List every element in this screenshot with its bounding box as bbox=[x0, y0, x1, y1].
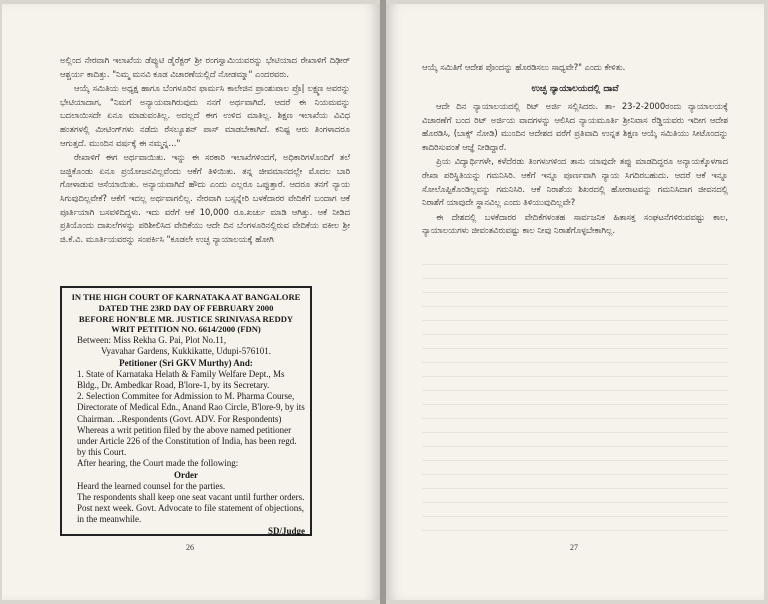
order-heading: Order bbox=[174, 469, 198, 480]
left-page-body bbox=[60, 54, 350, 247]
signature: SD/Judge bbox=[267, 525, 305, 536]
order-line-2: The respondents shall keep one seat vacant until further orders. bbox=[77, 492, 305, 503]
court-judge: BEFORE HON'BLE MR. JUSTICE SRINIVASA REDDY bbox=[78, 313, 294, 324]
show-through-lines bbox=[422, 264, 728, 534]
left-paragraph-3: ರೇಖಾಳಿಗೆ ಈಗ ಅರ್ಥವಾಯಿತು. ಇನ್ನು ಈ ಸರಕಾರಿ ಇಲಾಖೆಗಳಿಂದಗೆ, ಅಧಿಕಾರಿಗಳೊಂದಿಗೆ ತಲೆ ಜಜ್ಜಿಕೊಂಡು ಏನೂ ಪ್ರಯೋಜನವಿಲ್ಲವೆಂದು ಆಕೆಗೆ ತಿಳಿಯಿತು. ತನ್ನ ಜೀವಮಾನದಲ್ಲೇ ಮೊದಲ ಬಾರಿ ಗೋಳಾಡುವ ಆಸೆಯಾಯಿತು. ಅನ್ಯಾಯವಾಗಿದೆ ಹೌದು ಎಂದು ಎಲ್ಲರೂ ಒಪ್ಪುತ್ತಾರೆ. ಆದರೂ ತನಗೆ ನ್ಯಾಯ ಸಿಗುವುದಿಲ್ಲವೇಕೆ? ಆಕೆಗೆ ಇದಲ್ಲ ಅರ್ಥವಾಗಲಿಲ್ಲ. ನೇರವಾಗಿ ಬಸ್ಸನ್ನೇರಿ ಬಳಕೆದಾರರ ವೇದಿಕೆಗೆ ಬಂದಾಗ ಆಕೆ ಪೂರ್ತಿಯಾಗಿ ಬಸವಳಿದಿದ್ದಳು. ಇದು ವರೆಗೆ ಆಕೆ 10,000 ರೂ.ಖರ್ಚು ಮಾಡಿ ಆಗಿತ್ತು. ಆಕೆ ನೀಡಿದ ಪ್ರತಿಯೊಂದು ದಾಖಲೆಗಳನ್ನು ಪರಿಶೀಲಿಸಿದ ವೇದಿಕೆಯು ಆದೇ ದಿನ ಬೆಂಗಳೂರಿನಲ್ಲಿರುವ ವೇದಿಕೆಯ ವಕೀಲ ಶ್ರೀ ಜಿ.ಕೆ.ವಿ. ಮೂರ್ತಿಯವರನ್ನು ಸಂಪರ್ಕಿಸಿ "ಕೂಡಲೇ ಉಚ್ಛ ನ್ಯಾಯಾಲಯಕ್ಕೆ ಹೋಗಿ bbox=[60, 152, 350, 244]
right-page-body bbox=[422, 100, 728, 239]
left-paragraph-2: ಆಯ್ಕೆ ಸಮಿತಿಯ ಅಧ್ಯಕ್ಷ ಹಾಗೂ ಬೆಂಗಳೂರಿನ ಫಾರ್ಮಸಿ ಕಾಲೇಜಿನ ಪ್ರಾಂಶುಪಾಲ ಪ್ರೊ| ಲಕ್ಷ್ಮಣ ಅವರನ್ನು ಭೇಟಿಯಾದಾಗ, "ನಿಮಗೆ ಅನ್ಯಾಯವಾಗಿರುವುದು ನನಗೆ ಅರ್ಥವಾಗಿದೆ. ಆದರೆ ಈ ನಿಯಮವನ್ನು ಬದಲಾಯಿಸದೇ ಏನೂ ಮಾಡುವಂತಿಲ್ಲ. ಅದಲ್ಲದೆ ಈಗ ಉಳಿದ ಮಾತಿಲ್ಲ. ಶಿಕ್ಷಣ ಇಲಾಖೆಯ ವಿವಿಧ ಹಂತಗಳಲ್ಲಿ ಮೀಟಿಂಗ್‌ಗಳು ನಡೆದು ರೆಸಲ್ಯೂಶನ್ ಪಾಸ್ ಮಾಡಬೇಕಾಗಿದೆ. ಕನಿಷ್ಟ ಆರು ತಿಂಗಳಾದರೂ ಆಗುತ್ತದೆ. ಮುಂದಿನ ವರ್ಷಕ್ಕೆ ಈ ನಮ್ಮನ್ನ..." bbox=[60, 83, 350, 148]
left-paragraph-1: ಅಲ್ಲಿಂದ ನೇರವಾಗಿ ಇಲಾಖೆಯ ಡೆಪ್ಯುಟಿ ಡೈರೆಕ್ಟರ್ ಶ್ರೀ ರಂಗಸ್ವಾಮಿಯವರನ್ನು ಭೇಟಿಯಾದ ರೇಖಾಳಿಗೆ ದಿಢೀರ್ ಆಶ್ಚರ್ಯ ಕಾದಿತ್ತು. "ನಿಮ್ಮ ಮನವಿ ಕೂಡ ವಿಚಾರಣೆಯಲ್ಲಿದೆ ನೋಡಮ್ಮಾ" ಎಂದರವರು. bbox=[60, 55, 350, 79]
respondent-2: 2. Selection Commitee for Admission to M. Pharma Course, Directorate of Medical Edn., Anand Rao Circle, B'lore-9, by its Chairman. ..Respondents (Govt. ADV. For Respondents) bbox=[77, 391, 305, 424]
whereas-paragraph: Whereas a writ petition filed by the above named petitioner under Article 226 of the Constitution of India, has been regd. by this Court. bbox=[77, 424, 297, 458]
between-line-1: Between: Miss Rekha G. Pai, Plot No.11, bbox=[77, 335, 227, 346]
page-number-right: 27 bbox=[570, 543, 578, 552]
order-line-3: Post next week. Govt. Advocate to file statement of objections, in the meanwhile. bbox=[77, 503, 304, 525]
between-line-2: Vyavahar Gardens, Kukkikatte, Udupi-576101. bbox=[101, 346, 271, 357]
petitioner-line: Petitioner (Sri GKV Murthy) And: bbox=[119, 357, 253, 368]
after-hearing-line: After hearing, the Court made the following: bbox=[77, 458, 239, 469]
court-date: DATED THE 23RD DAY OF FEBRUARY 2000 bbox=[98, 302, 274, 313]
respondent-1: 1. State of Karnataka Helath & Family Welfare Dept., Ms Bldg., Dr. Ambedkar Road, B'lore-1, by its Secretary. bbox=[77, 368, 285, 390]
court-order-box bbox=[60, 286, 312, 536]
right-page bbox=[386, 4, 764, 600]
section-heading: ಉಚ್ಛ ನ್ಯಾಯಾಲಯದಲ್ಲಿ ದಾವೆ bbox=[531, 84, 619, 94]
right-paragraph-3: ಈ ದೇಶದಲ್ಲಿ ಬಳಕೆದಾರರ ವೇದಿಕೆಗಳಂತಹ ಸಾರ್ವಜನಿಕ ಹಿತಾಸಕ್ತ ಸಂಘಟನೆಗಳಿರುವವಷ್ಟು ಕಾಲ, ನ್ಯಾಯಾಲಯಗಳು ಜೀವಂತವಿರುವಷ್ಟು ಕಾಲ ನೀವು ನಿರಾಶೆಗೊಳ್ಳಬೇಕಾಗಿಲ್ಲ. bbox=[422, 211, 728, 236]
right-paragraph-1: ಆದೇ ದಿನ ನ್ಯಾಯಾಲಯದಲ್ಲಿ ರಿಟ್ ಅರ್ಜಿ ಸಲ್ಲಿಸಿದರು. ತಾ- 23-2-2000ರಂದು ನ್ಯಾಯಾಲಯಕ್ಕೆ ವಿಚಾರಣೆಗೆ ಬಂದ ರಿಟ್ ಅರ್ಜಿಯ ವಾದಗಳನ್ನು ಆಲಿಸಿದ ನ್ಯಾಯಮೂರ್ತಿ ಶ್ರೀನಿವಾಸ ರೆಡ್ಡಿಯವರು ಇದೀಗ ಆದೇಶ ಹೊರಡಿಸಿ, (ಬಾಕ್ಸ್ ನೋಡಿ) ಮುಂದಿನ ಆದೇಶದ ವರೆಗೆ ಪ್ರತಿವಾದಿ ಉನ್ನತ ಶಿಕ್ಷಣ ಆಯ್ಕೆ ಸಮಿತಿಯು ಸೀಟೊಂದನ್ನು ಕಾದಿರಿಸುವಂತೆ ಆಜ್ಞೆ ನೀಡಿದ್ದಾರೆ. bbox=[422, 101, 728, 152]
writ-petition-number: WRIT PETITION NO. 6614/2000 (FDN) bbox=[111, 324, 261, 335]
order-line-1: Heard the learned counsel for the parties. bbox=[77, 480, 226, 491]
page-number-left: 26 bbox=[186, 543, 194, 552]
left-page bbox=[2, 4, 380, 600]
right-top-line: ಆಯ್ಕೆ ಸಮಿತಿಗೆ ಆದೇಶ ಪೊಂದನ್ನು ಹೊರಡಿಸಲು ಸಾಧ್ಯವೇ?" ಎಂದು ಕೇಳಿತು. bbox=[422, 62, 626, 72]
court-title: IN THE HIGH COURT OF KARNATAKA AT BANGALORE bbox=[71, 292, 301, 302]
right-paragraph-2: ಪ್ರಿಯ ವಿದ್ಯಾರ್ಥಿಗಳೇ, ಕಳೆದೆರಡು ತಿಂಗಳುಗಳಿಂದ ತಾನು ಯಾವುದೇ ತಪ್ಪು ಮಾಡದಿದ್ದರೂ ಅನ್ಯಾಯಕ್ಕೊಳಗಾದ ರೇಖಾ ಪರಿಸ್ಥಿತಿಯನ್ನು ಗಮನಿಸಿರಿ. ಆಕೆಗೆ ಇನ್ನೂ ಪೂರ್ಣವಾಗಿ ನ್ಯಾಯ ಸಿಗದಿರಬಹುದು. ಆದರೆ ಆಕೆ ಇನ್ನೂ ಸೋಲೊಪ್ಪಿಕೊಂಡಿಲ್ಲವನ್ನು ಗಮನಿಸಿರಿ. ಆಕೆ ನಿರಾಶೆಯ ಶಿಖರದಲ್ಲಿ ಹೋರಾಟವನ್ನು ಗಮನಿಸಿದಾಗ ಜೀವನದಲ್ಲಿ ನಿರಾಶೆಗೆ ಯಾವುದೇ ಸ್ಥಾನವಿಲ್ಲ ಎಂದು ತಿಳಿಯುವುದಿಲ್ಲವೇ? bbox=[422, 156, 728, 208]
